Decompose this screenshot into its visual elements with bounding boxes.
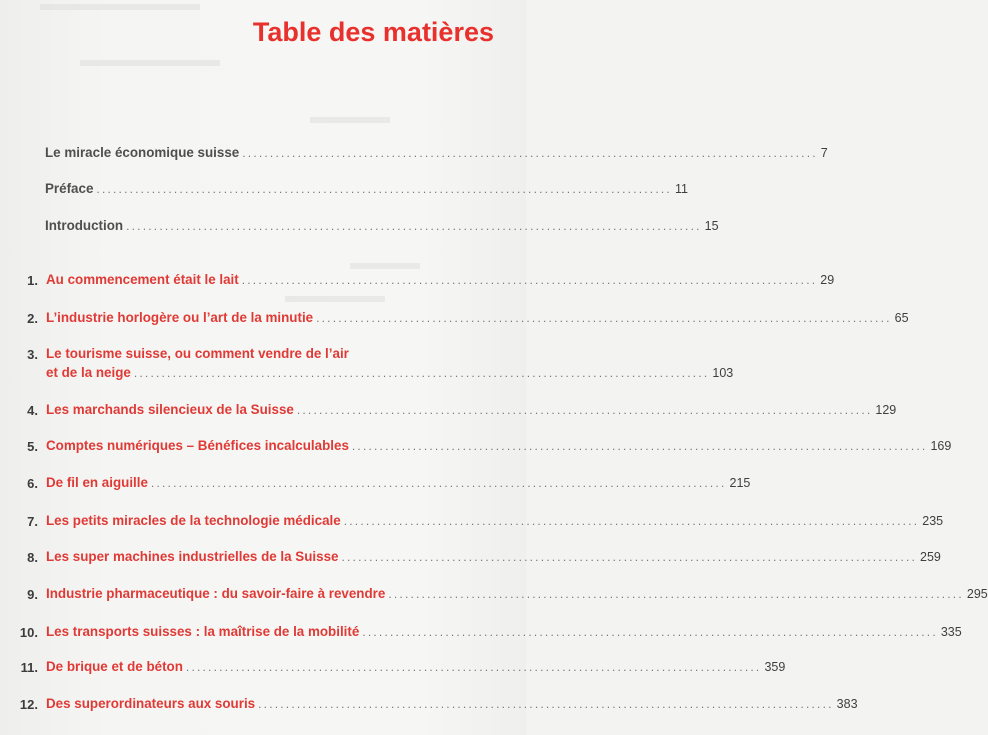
entry-label: Introduction <box>45 218 124 233</box>
chapter-number: 4. <box>27 403 38 418</box>
toc-entry-front[interactable] <box>45 145 828 160</box>
page-number: 103 <box>712 366 734 380</box>
chapter-title: Comptes numériques – Bénéfices incalculables <box>46 438 349 453</box>
entry-label: Le miracle économique suisse <box>45 145 240 160</box>
show-through-line <box>40 4 200 10</box>
dot-leader: ........................................................................................................ <box>96 182 672 196</box>
page-number: 169 <box>930 439 952 453</box>
toc-entry-front[interactable] <box>45 181 688 196</box>
chapter-number: 7. <box>27 514 38 529</box>
entry-label: Préface <box>45 181 94 196</box>
chapter-title: Au commencement était le lait <box>46 272 239 287</box>
page-number: 215 <box>729 476 751 490</box>
chapter-title: Les transports suisses : la maîtrise de la mobilité <box>46 624 360 639</box>
chapter-title: De brique et de béton <box>46 659 183 674</box>
chapter-number: 2. <box>27 311 38 326</box>
page-number: 235 <box>922 514 944 528</box>
page-number: 335 <box>940 625 962 639</box>
dot-leader: ........................................................................................................ <box>362 625 938 639</box>
page-number: 129 <box>875 403 897 417</box>
chapter-number: 8. <box>27 550 38 565</box>
chapter-title: Des superordinateurs aux souris <box>46 696 256 711</box>
page-number: 7 <box>820 146 828 160</box>
dot-leader: ........................................................................................................ <box>388 587 964 601</box>
dot-leader: ........................................................................................................ <box>341 550 918 564</box>
chapter-number: 11. <box>20 660 38 675</box>
page-number: 29 <box>820 273 835 287</box>
chapter-title: Les super machines industrielles de la Suisse <box>46 549 339 564</box>
show-through-line <box>350 263 420 269</box>
chapter-number: 9. <box>27 587 38 602</box>
page-number: 295 <box>966 587 988 601</box>
dot-leader: ........................................................................................................ <box>133 366 710 380</box>
show-through-line <box>80 60 220 66</box>
page-number: 359 <box>764 660 786 674</box>
chapter-number: 5. <box>27 439 38 454</box>
show-through-line <box>310 117 390 123</box>
dot-leader: ........................................................................................................ <box>241 273 818 287</box>
chapter-title: Le tourisme suisse, ou comment vendre de l’air <box>46 346 349 361</box>
dot-leader: ........................................................................................................ <box>343 514 920 528</box>
chapter-title: Les marchands silencieux de la Suisse <box>46 402 294 417</box>
chapter-title-continued: et de la neige <box>46 365 131 380</box>
dot-leader: ........................................................................................................ <box>185 660 762 674</box>
chapter-title: Les petits miracles de la technologie médicale <box>46 513 341 528</box>
chapter-number: 6. <box>27 476 38 491</box>
dot-leader: ........................................................................................................ <box>316 311 892 325</box>
show-through-line <box>285 296 385 302</box>
chapter-number: 1. <box>27 273 38 288</box>
page-number: 65 <box>894 311 909 325</box>
dot-leader: ........................................................................................................ <box>126 219 702 233</box>
dot-leader: ........................................................................................................ <box>242 146 818 160</box>
chapter-number: 3. <box>27 347 38 362</box>
chapter-number: 10. <box>19 625 38 640</box>
chapter-title: L’industrie horlogère ou l’art de la minutie <box>46 310 314 325</box>
chapter-title: De fil en aiguille <box>46 475 148 490</box>
dot-leader: ........................................................................................................ <box>258 697 834 711</box>
dot-leader: ........................................................................................................ <box>150 476 727 490</box>
dot-leader: ........................................................................................................ <box>296 403 873 417</box>
toc-entry-front[interactable] <box>45 218 719 233</box>
chapter-number: 12. <box>19 697 38 712</box>
page-number: 11 <box>674 182 688 196</box>
dot-leader: ........................................................................................................ <box>351 439 928 453</box>
chapter-title: Industrie pharmaceutique : du savoir-faire à revendre <box>46 586 386 601</box>
page-number: 15 <box>704 219 719 233</box>
page-title: Table des matières <box>252 17 494 47</box>
page-number: 383 <box>836 697 858 711</box>
page-number: 259 <box>920 550 941 564</box>
